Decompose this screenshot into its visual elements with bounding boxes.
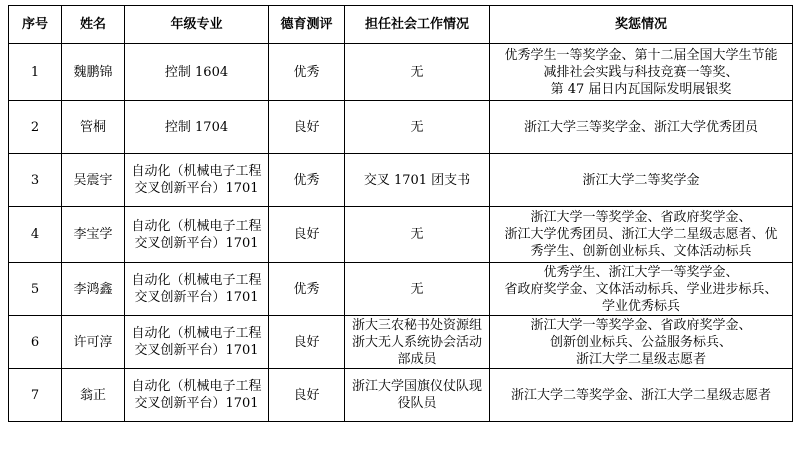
cell-major: 自动化（机械电子工程交叉创新平台）1701 bbox=[125, 369, 269, 422]
cell-name: 许可淳 bbox=[62, 316, 125, 369]
table-row bbox=[9, 207, 793, 263]
table-row bbox=[9, 316, 793, 369]
table-row bbox=[9, 369, 793, 422]
cell-name: 魏鹏锦 bbox=[62, 44, 125, 101]
table-row bbox=[9, 101, 793, 154]
cell-name: 李宝学 bbox=[62, 207, 125, 263]
cell-work: 无 bbox=[345, 207, 490, 263]
cell-major: 自动化（机械电子工程交叉创新平台）1701 bbox=[125, 316, 269, 369]
award-line: 省政府奖学金、文体活动标兵、学业进步标兵、 bbox=[504, 281, 778, 297]
cell-work: 无 bbox=[345, 263, 490, 316]
cell-moral: 良好 bbox=[269, 207, 345, 263]
cell-major: 自动化（机械电子工程交叉创新平台）1701 bbox=[125, 263, 269, 316]
cell-awards bbox=[490, 101, 793, 154]
cell-moral: 优秀 bbox=[269, 154, 345, 207]
award-line: 浙江大学一等奖学金、省政府奖学金、 bbox=[530, 317, 752, 333]
cell-awards bbox=[490, 316, 793, 369]
header-no: 序号 bbox=[9, 6, 62, 44]
header-name: 姓名 bbox=[62, 6, 125, 44]
header-awards: 奖惩情况 bbox=[490, 6, 793, 44]
award-line: 浙江大学二等奖学金 bbox=[582, 172, 700, 188]
award-line: 减排社会实践与科技竞赛一等奖、 bbox=[543, 64, 739, 80]
cell-work: 浙大三农秘书处资源组浙大无人系统协会活动部成员 bbox=[345, 316, 490, 369]
header-major: 年级专业 bbox=[125, 6, 269, 44]
award-line: 浙江大学二星级志愿者 bbox=[575, 351, 706, 367]
cell-work: 无 bbox=[345, 44, 490, 101]
award-line: 优秀学生一等奖学金、第十二届全国大学生节能 bbox=[504, 47, 778, 63]
cell-no: 1 bbox=[9, 44, 62, 101]
award-line: 秀学生、创新创业标兵、文体活动标兵 bbox=[530, 244, 752, 259]
cell-no: 7 bbox=[9, 369, 62, 422]
cell-work: 无 bbox=[345, 101, 490, 154]
table-row bbox=[9, 263, 793, 316]
cell-name: 管桐 bbox=[62, 101, 125, 154]
table-row bbox=[9, 44, 793, 101]
award-line: 创新创业标兵、公益服务标兵、 bbox=[549, 334, 732, 350]
cell-name: 翁正 bbox=[62, 369, 125, 422]
cell-awards bbox=[490, 154, 793, 207]
cell-name: 吴震宇 bbox=[62, 154, 125, 207]
cell-no: 6 bbox=[9, 316, 62, 369]
cell-moral: 良好 bbox=[269, 101, 345, 154]
table-row bbox=[9, 154, 793, 207]
award-line: 浙江大学二等奖学金、浙江大学二星级志愿者 bbox=[510, 387, 771, 403]
award-table bbox=[8, 5, 793, 422]
cell-name: 李鸿鑫 bbox=[62, 263, 125, 316]
cell-awards bbox=[490, 369, 793, 422]
header-work: 担任社会工作情况 bbox=[345, 6, 490, 44]
award-line: 第 47 届日内瓦国际发明展银奖 bbox=[550, 81, 732, 97]
cell-no: 5 bbox=[9, 263, 62, 316]
award-line: 优秀学生、浙江大学一等奖学金、 bbox=[543, 264, 739, 280]
header-moral: 德育测评 bbox=[269, 6, 345, 44]
cell-awards bbox=[490, 207, 793, 263]
cell-major: 控制 1704 bbox=[125, 101, 269, 154]
cell-work: 浙江大学国旗仪仗队现役队员 bbox=[345, 369, 490, 422]
header-row bbox=[9, 6, 793, 44]
cell-major: 自动化（机械电子工程交叉创新平台）1701 bbox=[125, 207, 269, 263]
cell-moral: 良好 bbox=[269, 316, 345, 369]
cell-awards bbox=[490, 44, 793, 101]
cell-major: 自动化（机械电子工程交叉创新平台）1701 bbox=[125, 154, 269, 207]
cell-work: 交叉 1701 团支书 bbox=[345, 154, 490, 207]
cell-no: 2 bbox=[9, 101, 62, 154]
cell-moral: 优秀 bbox=[269, 263, 345, 316]
cell-moral: 良好 bbox=[269, 369, 345, 422]
cell-major: 控制 1604 bbox=[125, 44, 269, 101]
cell-no: 3 bbox=[9, 154, 62, 207]
cell-no: 4 bbox=[9, 207, 62, 263]
award-line: 浙江大学三等奖学金、浙江大学优秀团员 bbox=[523, 119, 758, 135]
award-line: 学业优秀标兵 bbox=[601, 298, 680, 314]
cell-moral: 优秀 bbox=[269, 44, 345, 101]
award-line: 浙江大学一等奖学金、省政府奖学金、 bbox=[530, 210, 752, 225]
cell-awards bbox=[490, 263, 793, 316]
award-line: 浙江大学优秀团员、浙江大学二星级志愿者、优 bbox=[504, 227, 778, 242]
